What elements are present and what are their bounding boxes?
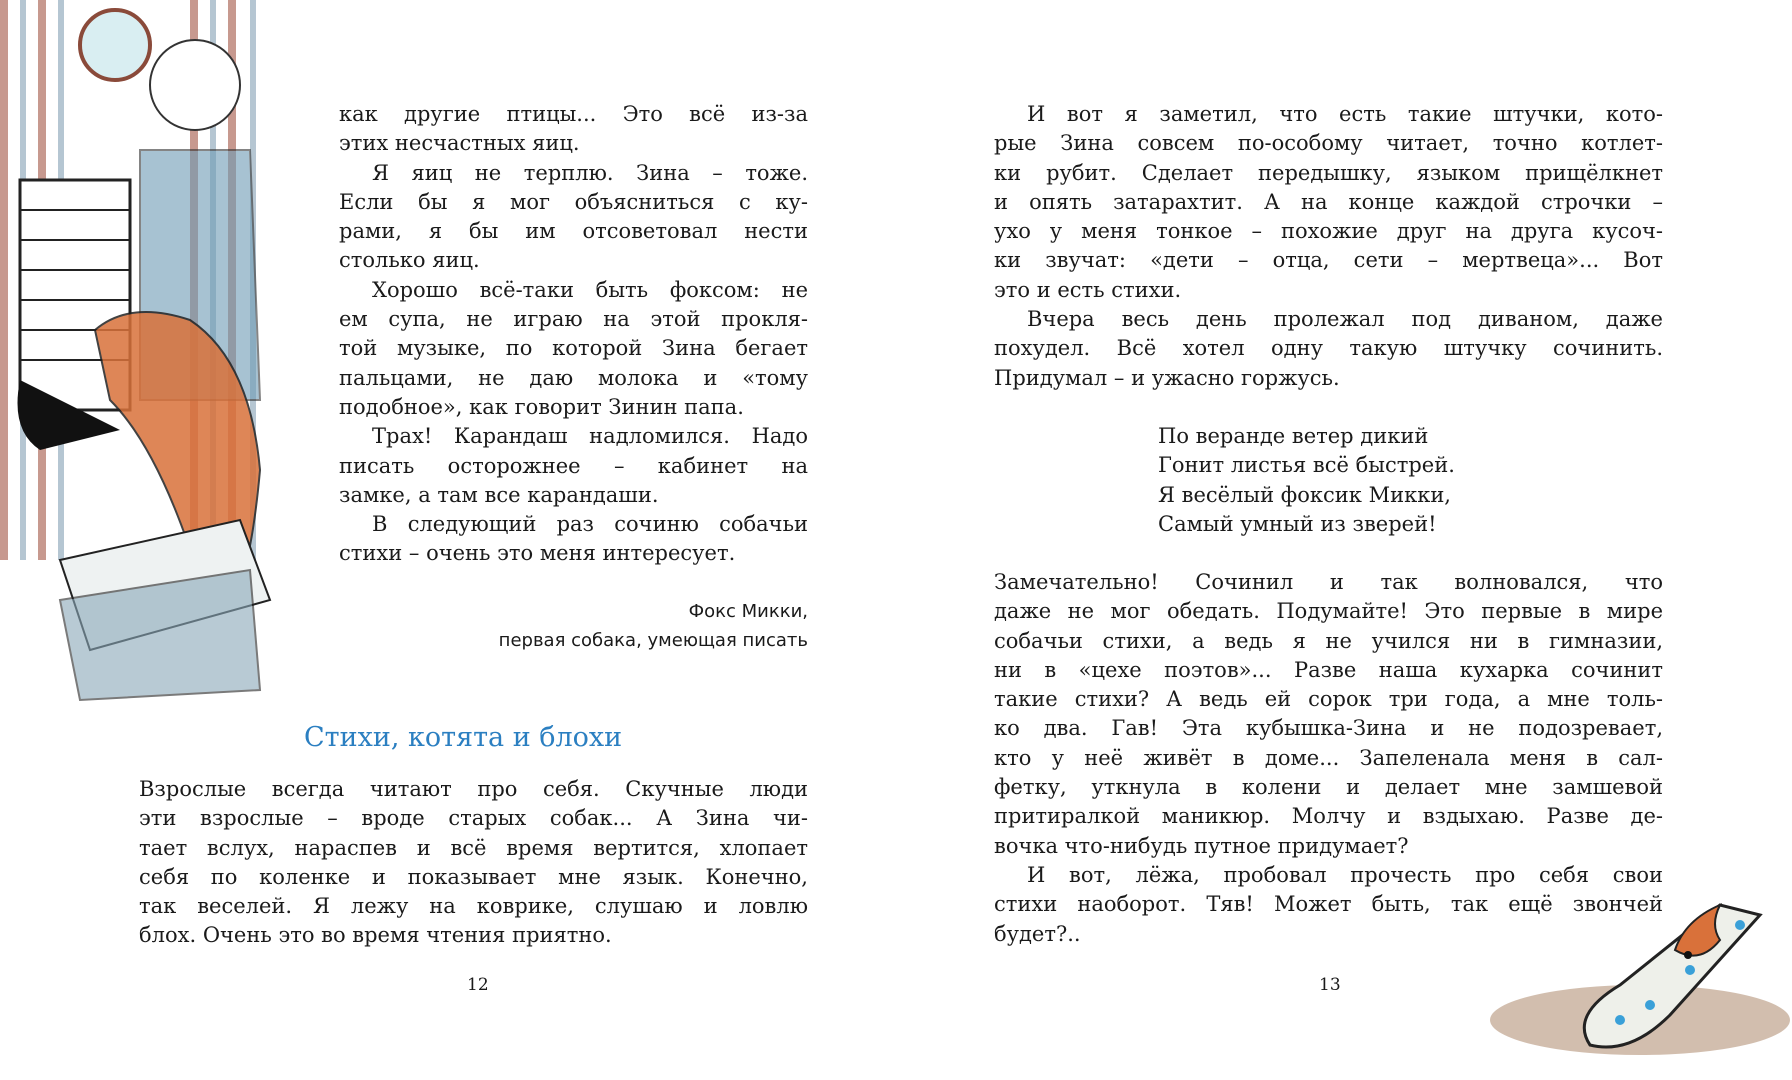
text-line: вочка что-нибудь путное придумает? bbox=[994, 833, 1409, 858]
text-line: такие стихи? А ведь ей сорок три года, а мне толь- bbox=[994, 687, 1663, 712]
text-line: Если бы я мог объясниться с ку- bbox=[339, 189, 808, 214]
text-line: той музыке, по которой Зина бегает bbox=[339, 336, 808, 361]
right-text-a bbox=[994, 100, 1663, 393]
page-number-left: 12 bbox=[467, 975, 489, 995]
text-line: стихи наоборот. Тяв! Может быть, так ещё звончей bbox=[994, 892, 1663, 917]
illustration-girl-piano-fox bbox=[0, 0, 310, 710]
text-line: собачьи стихи, а ведь я не учился ни в гимназии, bbox=[994, 628, 1663, 653]
text-line: это и есть стихи. bbox=[994, 277, 1182, 302]
text-line: Взрослые всегда читают про себя. Скучные люди bbox=[139, 777, 808, 801]
text-line: ем супа, не играю на этой прокля- bbox=[339, 307, 808, 332]
text-line: этих несчастных яиц. bbox=[339, 131, 580, 156]
text-line: подобное», как говорит Зинин папа. bbox=[339, 394, 744, 419]
text-line: И вот я заметил, что есть такие штучки, кото- bbox=[1027, 102, 1663, 126]
left-top-text bbox=[339, 100, 808, 569]
text-line: Вчера весь день пролежал под диваном, даже bbox=[1027, 307, 1663, 332]
text-line: блох. Очень это во время чтения приятно. bbox=[139, 923, 612, 948]
text-line: Придумал – и ужасно горжусь. bbox=[994, 365, 1340, 390]
signature-name: Фокс Микки, bbox=[688, 601, 808, 622]
signature bbox=[339, 597, 808, 656]
text-line: ки рубит. Сделает передышку, языком прищёлкнет bbox=[994, 160, 1663, 185]
poem bbox=[1158, 422, 1455, 539]
text-line: В следующий раз сочиню собачьи bbox=[372, 512, 808, 537]
text-line: и опять затарахтит. А на конце каждой строчки – bbox=[994, 189, 1663, 214]
chapter-title: Стихи, котята и блохи bbox=[304, 722, 623, 753]
left-bottom-text bbox=[139, 775, 808, 951]
text-line: фетку, уткнула в колени и делает мне замшевой bbox=[994, 775, 1663, 800]
text-line: даже не мог обедать. Подумайте! Это первые в мире bbox=[994, 599, 1663, 624]
text-line: себя по коленке и показывает мне язык. Конечно, bbox=[139, 864, 808, 889]
text-line: столько яиц. bbox=[339, 248, 480, 273]
text-line: так веселей. Я лежу на коврике, слушаю и ловлю bbox=[139, 894, 808, 919]
text-line: будет?.. bbox=[994, 921, 1081, 946]
poem-line: Самый умный из зверей! bbox=[1158, 511, 1437, 536]
text-line: Я яиц не терплю. Зина – тоже. bbox=[372, 160, 808, 185]
right-text-b bbox=[994, 568, 1663, 949]
poem-line: Гонит листья всё быстрей. bbox=[1158, 453, 1455, 478]
text-line: рые Зина совсем по-особому читает, точно котлет- bbox=[994, 131, 1663, 156]
signature-subtitle: первая собака, умеющая писать bbox=[498, 630, 808, 652]
text-line: И вот, лёжа, пробовал прочесть про себя свои bbox=[1027, 862, 1663, 887]
text-line: стихи – очень это меня интересует. bbox=[339, 541, 736, 566]
text-line: похудел. Всё хотел одну такую штучку сочинить. bbox=[994, 336, 1663, 361]
text-line: как другие птицы... Это всё из-за bbox=[339, 102, 808, 126]
text-line: кто у неё живёт в доме... Запеленала меня в сал- bbox=[994, 745, 1663, 770]
text-line: Хорошо всё-таки быть фоксом: не bbox=[372, 277, 808, 302]
text-line: ки звучат: «дети – отца, сети – мертвеца»... Вот bbox=[994, 248, 1663, 273]
page-number-right: 13 bbox=[1319, 975, 1341, 995]
poem-line: Я весёлый фоксик Микки, bbox=[1158, 482, 1451, 507]
text-line: Трах! Карандаш надломился. Надо bbox=[372, 424, 808, 449]
text-line: тает вслух, нараспев и всё время вертится, хлопает bbox=[139, 835, 808, 860]
text-line: пальцами, не даю молока и «тому bbox=[339, 365, 808, 390]
text-line: эти взрослые – вроде старых собак... А Зина чи- bbox=[139, 806, 808, 831]
text-line: писать осторожнее – кабинет на bbox=[339, 453, 808, 478]
text-line: ни в «цехе поэтов»... Разве наша кухарка сочинит bbox=[994, 657, 1663, 682]
text-line: замке, а там все карандаши. bbox=[339, 482, 659, 507]
text-line: рами, я бы им отсоветовал нести bbox=[339, 219, 808, 244]
poem-line: По веранде ветер дикий bbox=[1158, 424, 1429, 448]
text-line: ко два. Гав! Эта кубышка-Зина и не подозревает, bbox=[994, 716, 1663, 741]
text-line: притиралкой маникюр. Молчу и вздыхаю. Разве де- bbox=[994, 804, 1663, 829]
text-line: ухо у меня тонкое – похожие друг на друга кусоч- bbox=[994, 219, 1663, 244]
text-line: Замечательно! Сочинил и так волновался, что bbox=[994, 570, 1663, 594]
